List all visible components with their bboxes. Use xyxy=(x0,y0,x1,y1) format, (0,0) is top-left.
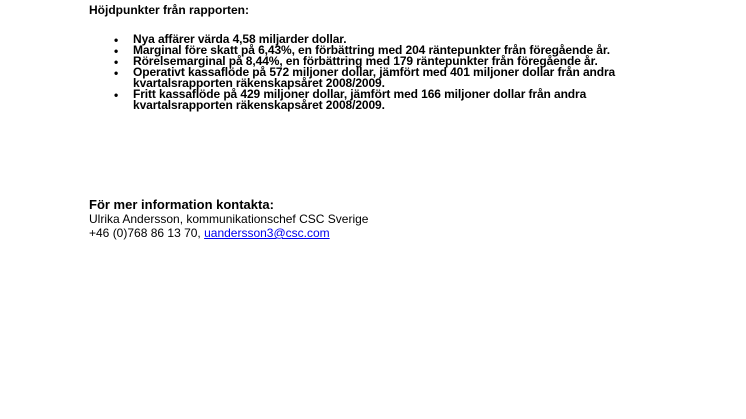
contact-name: Ulrika Andersson, kommunikationschef CSC Sverige xyxy=(89,212,369,226)
list-item xyxy=(89,67,679,89)
contact-section xyxy=(89,197,679,240)
list-item xyxy=(89,89,679,111)
bullet-icon: • xyxy=(114,44,119,58)
bullet-icon: • xyxy=(114,33,119,47)
highlights-list xyxy=(89,34,679,111)
bullet-icon: • xyxy=(114,88,119,102)
email-link[interactable]: uandersson3@csc.com xyxy=(204,226,330,240)
contact-title: För mer information kontakta: xyxy=(89,197,274,212)
list-item-text: Fritt kassaflöde på 429 miljoner dollar, jämfört med 166 miljoner dollar från andra kvartalsrapporten räkenskapsåret 2008/2009. xyxy=(133,87,587,112)
bullet-icon: • xyxy=(114,66,119,80)
list-item-text: Rörelsemarginal på 8,44%, en förbättring med 179 räntepunkter från föregående år. xyxy=(133,54,598,68)
list-item-text: Operativt kassaflöde på 572 miljoner dollar, jämfört med 401 miljoner dollar från andra kvartalsrapporten räkenskapsåret 2008/2009. xyxy=(133,65,616,90)
bullet-icon: • xyxy=(114,55,119,69)
list-item-text: Nya affärer värda 4,58 miljarder dollar. xyxy=(133,32,347,46)
document-page xyxy=(89,0,679,240)
contact-phone: +46 (0)768 86 13 70, xyxy=(89,226,205,240)
highlights-heading: Höjdpunkter från rapporten: xyxy=(89,3,250,17)
list-item-text: Marginal före skatt på 6,43%, en förbättring med 204 räntepunkter från föregående år. xyxy=(133,43,610,57)
contact-phone-line xyxy=(89,226,679,240)
